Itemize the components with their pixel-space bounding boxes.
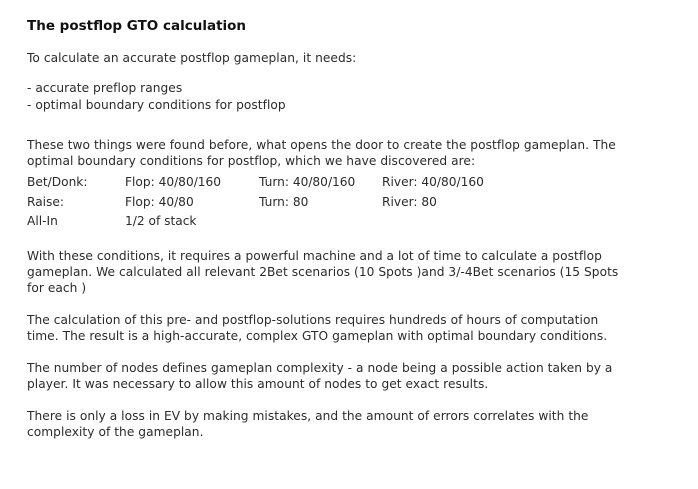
paragraph-line: These two things were found before, what opens the door to create the postflop gameplan. The — [27, 138, 616, 152]
paragraph-line: gameplan. We calculated all relevant 2Bet scenarios (10 Spots )and 3/-4Bet scenarios (15 Spots — [27, 264, 619, 279]
requirements-list — [27, 80, 698, 114]
computation-paragraph — [27, 312, 698, 344]
condition-flop-raise: Flop: 40/80 — [125, 194, 194, 209]
boundary-conditions-table — [27, 173, 698, 232]
paragraph-line: There is only a loss in EV by making mistakes, and the amount of errors correlates with the — [27, 408, 589, 423]
condition-turn-bet-donk: Turn: 40/80/160 — [259, 175, 356, 189]
condition-flop-bet-donk: Flop: 40/80/160 — [125, 175, 222, 189]
paragraph-line: With these conditions, it requires a powerful machine and a lot of time to calculate a postflop — [27, 248, 602, 263]
list-item: - accurate preflop ranges — [27, 81, 183, 95]
found-paragraph — [27, 137, 698, 169]
calculation-paragraph — [27, 248, 698, 296]
condition-empty — [259, 212, 382, 232]
condition-label-raise: Raise: — [27, 194, 65, 209]
list-item: - optimal boundary conditions for postflop — [27, 98, 286, 112]
page-title: The postflop GTO calculation — [27, 18, 247, 34]
paragraph-line: The number of nodes defines gameplan complexity - a node being a possible action taken by a — [27, 360, 613, 375]
paragraph-line: time. The result is a high-accurate, complex GTO gameplan with optimal boundary conditions. — [27, 328, 608, 343]
condition-river-raise: River: 80 — [382, 194, 437, 209]
paragraph-line: optimal boundary conditions for postflop, which we have discovered are: — [27, 154, 476, 168]
paragraph-line: complexity of the gameplan. — [27, 424, 204, 439]
ev-paragraph — [27, 408, 698, 440]
paragraph-line: for each ) — [27, 280, 87, 295]
condition-value-all-in: 1/2 of stack — [125, 214, 197, 228]
condition-label-all-in: All-In — [27, 214, 58, 228]
condition-turn-raise: Turn: 80 — [259, 194, 309, 209]
paragraph-line: player. It was necessary to allow this amount of nodes to get exact results. — [27, 376, 489, 391]
intro-text: To calculate an accurate postflop gameplan, it needs: — [27, 51, 357, 65]
nodes-paragraph — [27, 360, 698, 392]
paragraph-line: The calculation of this pre- and postflop-solutions requires hundreds of hours of computation — [27, 312, 599, 327]
condition-label-bet-donk: Bet/Donk: — [27, 175, 88, 189]
condition-empty — [382, 212, 532, 232]
condition-river-bet-donk: River: 40/80/160 — [382, 175, 484, 189]
